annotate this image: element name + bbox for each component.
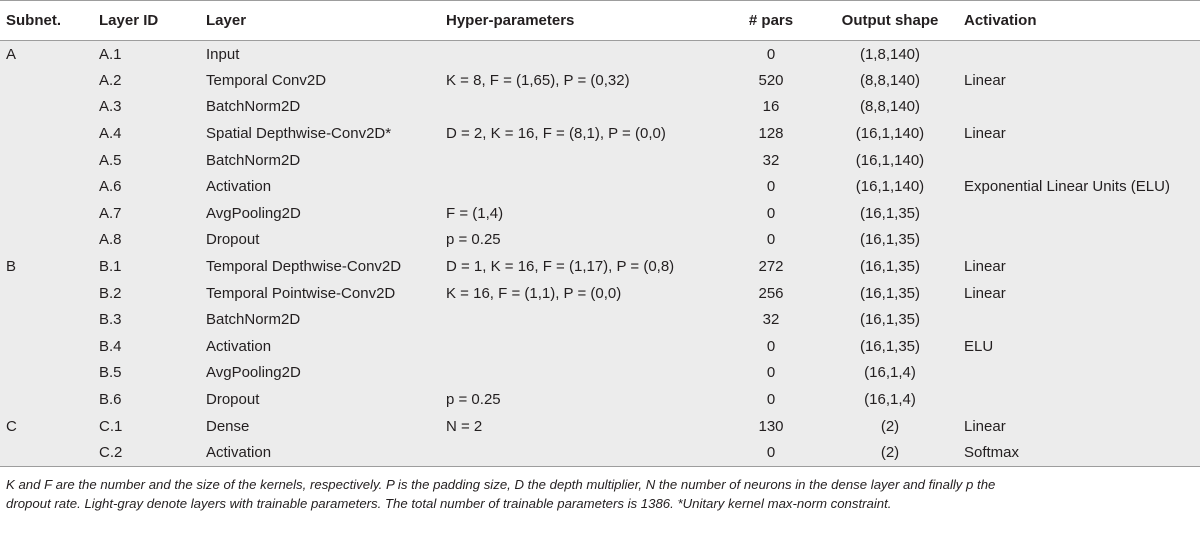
cell-num-pars: 0 [726, 439, 816, 466]
cell-output-shape: (16,1,4) [864, 364, 916, 382]
cell-hyper-parameters [446, 333, 726, 360]
footnote-line-2: dropout rate. Light-gray denote layers with trainable parameters. The total number of trainable parameters is 1386. *Unitary kernel max-norm constraint. [6, 495, 892, 511]
cell-subnet [0, 306, 99, 333]
cell-hyper-parameters: K = 8, F = (1,65), P = (0,32) [446, 71, 630, 89]
cell-layer-id: B.6 [99, 391, 122, 409]
cell-layer-id: C.1 [99, 417, 123, 435]
cell-layer-id: B.2 [99, 284, 122, 302]
cell-num-pars: 32 [762, 311, 780, 329]
cell-activation: Linear [964, 284, 1006, 302]
cell-subnet [0, 147, 99, 174]
cell-num-pars: 130 [758, 417, 784, 435]
cell-hyper-parameters [446, 173, 726, 200]
cell-hyper-parameters [446, 94, 726, 121]
table-row [0, 200, 1200, 227]
cell-output-shape: (16,1,35) [859, 231, 921, 249]
cell-num-pars: 128 [758, 125, 784, 143]
cell-output-shape: (16,1,140) [855, 151, 925, 169]
cell-num-pars: 256 [758, 284, 784, 302]
cell-layer-id: B.5 [99, 364, 122, 382]
table-row [0, 227, 1200, 254]
cell-layer: Activation [206, 439, 446, 466]
cell-num-pars: 0 [766, 391, 776, 409]
cell-hyper-parameters: F = (1,4) [446, 204, 504, 222]
cell-output-shape: (16,1,35) [859, 284, 921, 302]
table-row [0, 280, 1200, 307]
cell-layer: Activation [206, 337, 272, 355]
header-num-pars: # pars [726, 1, 816, 41]
cell-num-pars: 520 [758, 71, 784, 89]
cell-output-shape: (16,1,35) [859, 337, 921, 355]
cell-layer-id: A.7 [99, 204, 122, 222]
cell-subnet: C [6, 417, 17, 435]
cell-num-pars: 32 [762, 151, 780, 169]
cell-subnet [0, 360, 99, 387]
cell-activation [964, 227, 1200, 254]
cell-layer-id: B.1 [99, 258, 122, 276]
cell-activation: Softmax [964, 439, 1200, 466]
cell-output-shape: (16,1,35) [859, 204, 921, 222]
table-body [0, 41, 1200, 467]
header-layer-id: Layer ID [99, 1, 206, 41]
cell-activation: Linear [964, 71, 1006, 89]
cell-activation: Linear [964, 417, 1006, 435]
cell-layer: BatchNorm2D [206, 98, 301, 116]
table-row [0, 386, 1200, 413]
cell-output-shape: (16,1,35) [859, 311, 921, 329]
cell-layer-id: B.4 [99, 337, 122, 355]
header-hyper-parameters: Hyper-parameters [446, 1, 726, 41]
cell-layer-id: A.2 [99, 71, 122, 89]
cell-subnet [0, 120, 99, 147]
table-row [0, 41, 1200, 68]
header-layer: Layer [206, 1, 446, 41]
cell-output-shape: (2) [816, 439, 964, 466]
cell-layer: Temporal Pointwise-Conv2D [206, 284, 396, 302]
cell-layer-id: A.4 [99, 125, 122, 143]
cell-num-pars: 272 [758, 258, 784, 276]
table-row [0, 67, 1200, 94]
cell-subnet: B [6, 258, 17, 276]
cell-activation [964, 360, 1200, 387]
cell-output-shape: (1,8,140) [859, 45, 921, 63]
cell-output-shape: (16,1,4) [864, 391, 916, 409]
cell-output-shape: (16,1,140) [855, 125, 925, 143]
header-output-shape: Output shape [816, 1, 964, 41]
cell-activation [964, 41, 1200, 68]
cell-activation [964, 306, 1200, 333]
cell-activation: Linear [964, 125, 1006, 143]
cell-hyper-parameters [446, 147, 726, 174]
table-footnote [0, 467, 1200, 513]
cell-num-pars: 0 [766, 178, 776, 196]
cell-subnet: A [6, 45, 17, 63]
cell-hyper-parameters: K = 16, F = (1,1), P = (0,0) [446, 284, 622, 302]
cell-layer: Spatial Depthwise-Conv2D* [206, 125, 392, 143]
table-row [0, 120, 1200, 147]
cell-hyper-parameters: p = 0.25 [446, 231, 501, 249]
cell-subnet [0, 67, 99, 94]
cell-layer: Input [206, 45, 240, 63]
cell-activation [964, 200, 1200, 227]
header-activation: Activation [964, 1, 1200, 41]
cell-activation: ELU [964, 337, 994, 355]
cell-hyper-parameters [446, 439, 726, 466]
cell-subnet [0, 227, 99, 254]
cell-hyper-parameters [446, 306, 726, 333]
cell-layer: Activation [206, 178, 272, 196]
cell-activation [964, 386, 1200, 413]
cell-activation: Exponential Linear Units (ELU) [964, 178, 1170, 196]
cell-hyper-parameters [446, 360, 726, 387]
cell-layer-id: A.5 [99, 151, 122, 169]
cell-num-pars: 0 [766, 364, 776, 382]
cell-layer: Dropout [206, 231, 260, 249]
cell-subnet [0, 439, 99, 466]
footnote-line-1: K and F are the number and the size of the kernels, respectively. P is the padding size, D the depth multiplier, N the number of neurons in the dense layer and finally p the [6, 476, 996, 492]
cell-layer-id: A.8 [99, 231, 122, 249]
cell-num-pars: 16 [762, 98, 780, 116]
cell-num-pars: 0 [766, 231, 776, 249]
table-row [0, 173, 1200, 200]
cell-output-shape: (8,8,140) [859, 98, 921, 116]
table-row [0, 147, 1200, 174]
cell-layer-id: A.1 [99, 45, 122, 63]
cell-hyper-parameters [446, 41, 726, 68]
cell-output-shape: (16,1,35) [859, 258, 921, 276]
table-row [0, 306, 1200, 333]
cell-hyper-parameters: N = 2 [446, 417, 483, 435]
table-row [0, 253, 1200, 280]
cell-layer: Temporal Depthwise-Conv2D [206, 258, 402, 276]
cell-layer: Temporal Conv2D [206, 71, 327, 89]
cell-output-shape: (8,8,140) [859, 71, 921, 89]
cell-subnet [0, 333, 99, 360]
table-row [0, 333, 1200, 360]
cell-activation: Linear [964, 258, 1006, 276]
cell-output-shape: (2) [880, 417, 900, 435]
cell-layer-id: C.2 [99, 439, 206, 466]
cell-output-shape: (16,1,140) [855, 178, 925, 196]
cell-num-pars: 0 [766, 204, 776, 222]
cell-layer: BatchNorm2D [206, 151, 301, 169]
cell-hyper-parameters: D = 2, K = 16, F = (8,1), P = (0,0) [446, 125, 666, 143]
cell-hyper-parameters: p = 0.25 [446, 391, 501, 409]
cell-hyper-parameters: D = 1, K = 16, F = (1,17), P = (0,8) [446, 258, 675, 276]
cell-layer: Dropout [206, 391, 260, 409]
cell-subnet [0, 173, 99, 200]
cell-layer: BatchNorm2D [206, 311, 301, 329]
cell-activation [964, 147, 1200, 174]
cell-subnet [0, 280, 99, 307]
table-row [0, 94, 1200, 121]
cell-subnet [0, 386, 99, 413]
cell-layer-id: A.6 [99, 178, 122, 196]
cell-subnet [0, 200, 99, 227]
cell-layer: AvgPooling2D [206, 364, 301, 382]
cell-layer-id: A.3 [99, 98, 122, 116]
table-row [0, 360, 1200, 387]
cell-layer-id: B.3 [99, 311, 122, 329]
cell-num-pars: 0 [766, 337, 776, 355]
table-row [0, 413, 1200, 440]
header-subnet: Subnet. [0, 1, 99, 41]
table-row [0, 439, 1200, 466]
cell-layer: AvgPooling2D [206, 204, 301, 222]
table-header-row [0, 1, 1200, 41]
cell-activation [964, 94, 1200, 121]
cell-num-pars: 0 [766, 45, 776, 63]
cell-subnet [0, 94, 99, 121]
cell-layer: Dense [206, 417, 250, 435]
